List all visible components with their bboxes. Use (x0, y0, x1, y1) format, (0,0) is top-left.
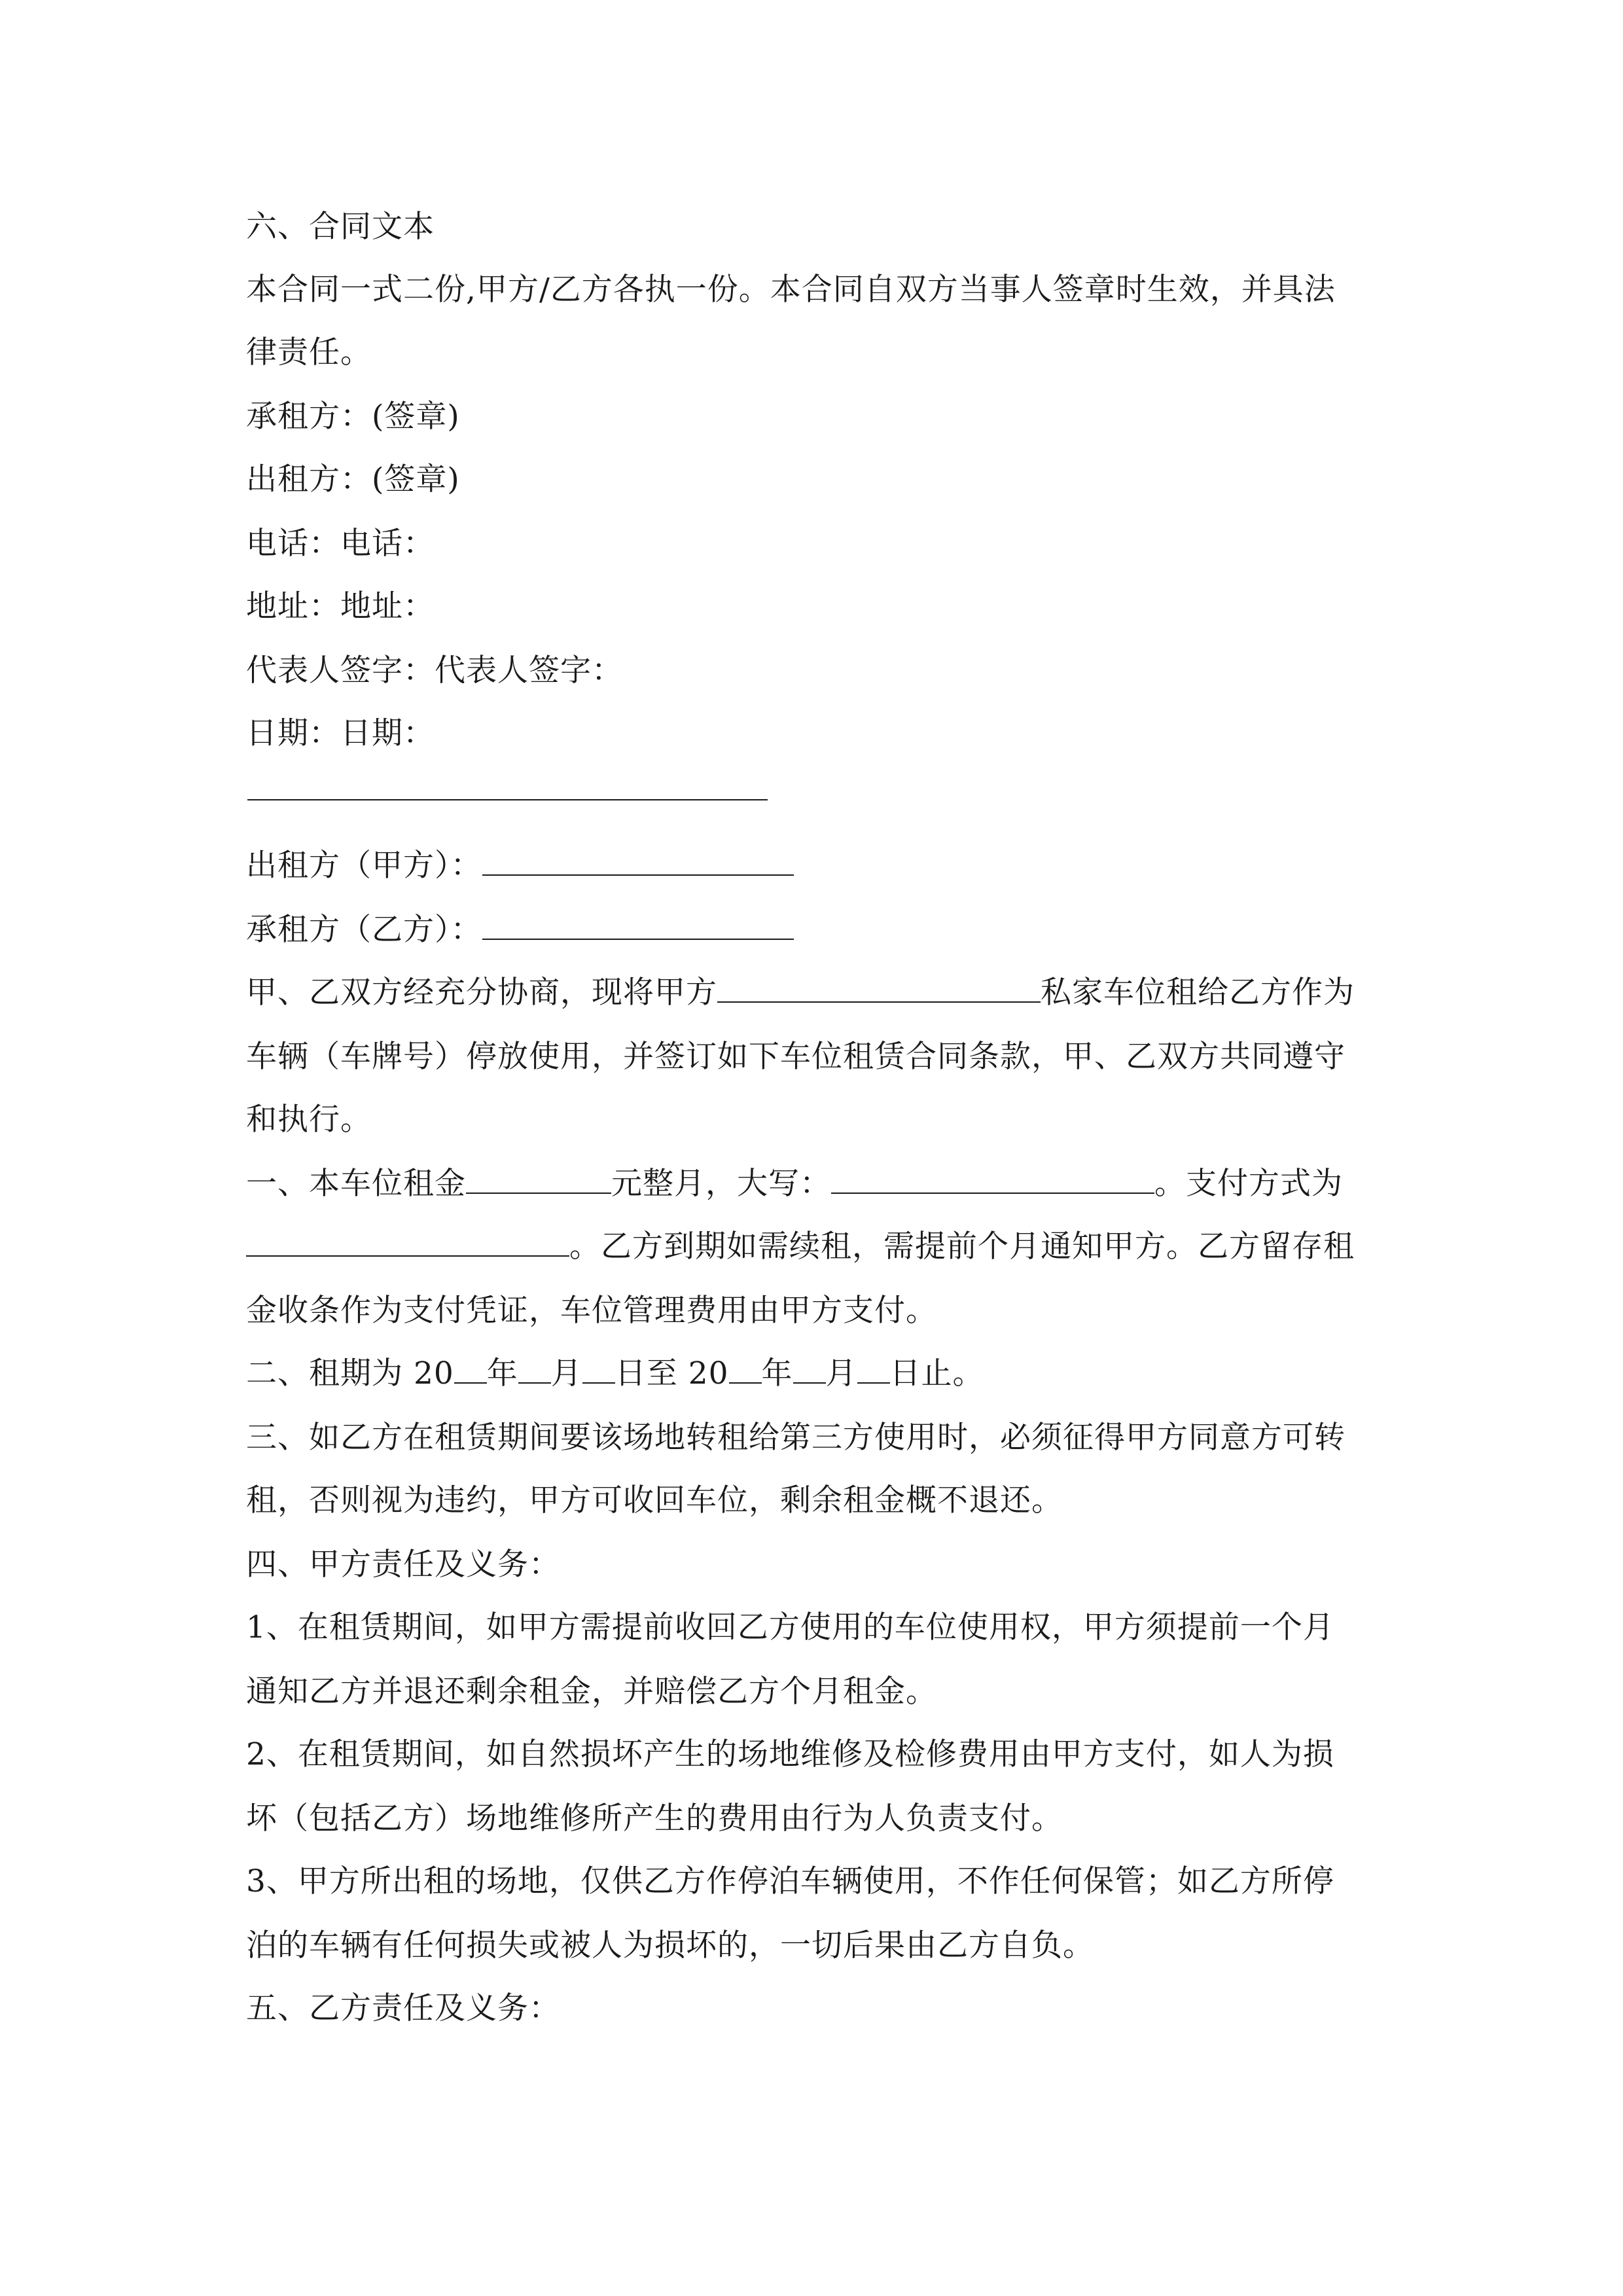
lessor-signature-line: 出租方：(签章) (246, 461, 460, 497)
clause4-item2-line1: 2、在租赁期间，如自然损坏产生的场地维修及检修费用由甲方支付，如人为损 (246, 1736, 1334, 1772)
intro-line1 (246, 974, 1377, 1012)
intro-line2: 车辆（车牌号）停放使用，并签订如下车位租赁合同条款，甲、乙双方共同遵守 (246, 1039, 1346, 1075)
clause4-item1-line1: 1、在租赁期间，如甲方需提前收回乙方使用的车位使用权，甲方须提前一个月 (246, 1609, 1334, 1645)
end-year-blank (729, 1355, 762, 1384)
end-month-blank (793, 1355, 826, 1384)
section6-paragraph-line1: 本合同一式二份,甲方/乙方各执一份。本合同自双方当事人签章时生效，并具法 (246, 272, 1336, 308)
lessor-party-label: 出租方（甲方）： (246, 848, 482, 884)
start-month-blank (518, 1355, 551, 1384)
lessor-party-line (246, 847, 1377, 885)
intro-text-a: 甲、乙双方经充分协商，现将甲方 (246, 975, 717, 1011)
clause1-line3: 金收条作为支付凭证，车位管理费用由甲方支付。 (246, 1293, 937, 1329)
clause3-line1: 三、如乙方在租赁期间要该场地转租给第三方使用时，必须征得甲方同意方可转 (246, 1420, 1346, 1456)
clause5-title: 五、乙方责任及义务： (246, 1990, 560, 2026)
rent-amount-blank (466, 1165, 611, 1194)
clause1-text-b: 元整月，大写： (611, 1166, 831, 1202)
clause4-item3-line1: 3、甲方所出租的场地，仅供乙方作停泊车辆使用，不作任何保管；如乙方所停 (246, 1863, 1334, 1899)
date-line: 日期：日期： (246, 715, 435, 751)
clause2-line (246, 1355, 1377, 1393)
clause2-text-e: 年 (761, 1355, 793, 1391)
lessee-signature-line: 承租方：(签章) (246, 399, 460, 435)
phone-line: 电话：电话： (246, 526, 435, 562)
clause3-line2: 租，否则视为违约，甲方可收回车位，剩余租金概不退还。 (246, 1482, 1063, 1518)
start-day-blank (582, 1355, 615, 1384)
lessee-party-label: 承租方（乙方）： (246, 912, 482, 948)
clause1-text-d: 。乙方到期如需续租，需提前个月通知甲方。乙方留存租 (569, 1229, 1355, 1265)
clause2-text-a: 二、租期为 20 (246, 1355, 454, 1391)
clause2-text-b: 年 (486, 1355, 518, 1391)
separator-rule (247, 799, 768, 800)
end-day-blank (857, 1355, 890, 1384)
clause2-text-f: 月 (825, 1355, 857, 1391)
section6-paragraph-line2: 律责任。 (246, 334, 372, 370)
clause1-line1 (246, 1165, 1377, 1203)
address-line: 地址：地址： (246, 588, 435, 624)
clause2-text-g: 日止。 (889, 1355, 984, 1391)
intro-line3: 和执行。 (246, 1102, 372, 1138)
lessor-location-blank (717, 974, 1041, 1003)
clause4-item2-line2: 坏（包括乙方）场地维修所产生的费用由行为人负责支付。 (246, 1801, 1063, 1837)
clause1-text-a: 一、本车位租金 (246, 1166, 466, 1202)
intro-text-b: 私家车位租给乙方作为 (1041, 975, 1355, 1011)
clause4-item1-line2: 通知乙方并退还剩余租金，并赔偿乙方个月租金。 (246, 1674, 937, 1710)
payment-method-blank (246, 1228, 569, 1257)
clause4-item3-line2: 泊的车辆有任何损失或被人为损坏的，一切后果由乙方自负。 (246, 1928, 1094, 1964)
lessor-party-blank (482, 847, 794, 876)
clause1-text-c: 。支付方式为 (1154, 1166, 1343, 1202)
lessee-party-line (246, 911, 1377, 949)
clause2-text-c: 月 (550, 1355, 582, 1391)
clause2-text-d: 日至 20 (615, 1355, 729, 1391)
start-year-blank (454, 1355, 487, 1384)
section6-title: 六、合同文本 (246, 209, 435, 245)
lessee-party-blank (482, 911, 794, 940)
rent-capital-blank (831, 1165, 1154, 1194)
clause4-title: 四、甲方责任及义务： (246, 1547, 560, 1583)
representative-signature-line: 代表人签字：代表人签字： (246, 653, 623, 689)
clause1-line2 (246, 1228, 1377, 1266)
